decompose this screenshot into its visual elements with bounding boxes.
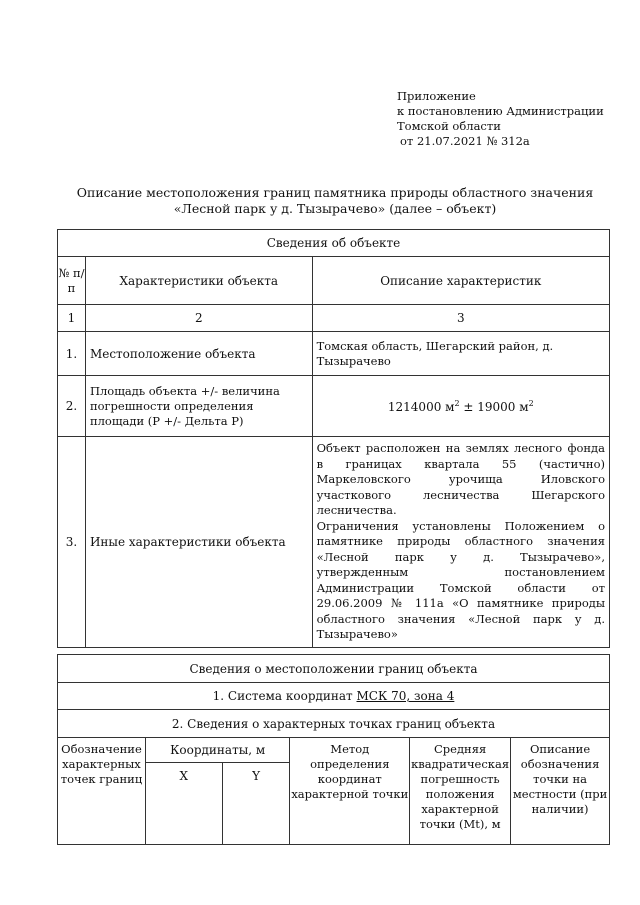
table-row	[58, 376, 610, 437]
row-characteristic: Иные характеристики объекта	[85, 437, 312, 648]
col-number-1: 1	[58, 305, 86, 332]
title-line-1: Описание местоположения границ памятника природы областного значения	[76, 185, 594, 200]
points-header: 2. Сведения о характерных точках границ объекта	[58, 710, 610, 738]
coord-system-value: МСК 70, зона 4	[356, 689, 455, 703]
col-characteristics-header: Характеристики объекта	[85, 257, 312, 305]
row-characteristic: Местоположение объекта	[85, 332, 312, 376]
description-paragraph-1: Объект расположен на землях лесного фонда в границах квартала 55 (частично) Маркеловского урочища Иловского участкового лесничества Шегарского лесничества.	[316, 441, 605, 517]
object-info-table	[57, 229, 610, 648]
object-info-header: Сведения об объекте	[58, 230, 610, 257]
col-error-header: Средняя квадратическая погрешность положения характерной точки (Mt), м	[410, 738, 511, 845]
col-number-3: 3	[312, 305, 609, 332]
title-line-2: «Лесной парк у д. Тызырачево» (далее – объект)	[173, 201, 497, 216]
area-value: 1214000 м	[387, 399, 455, 414]
col-designation-header: Обозначение характерных точек границ	[58, 738, 146, 845]
col-location-header: Описание обозначения точки на местности (при наличии)	[511, 738, 610, 845]
row-num: 2.	[58, 376, 86, 437]
table-row	[58, 437, 610, 648]
row-num: 3.	[58, 437, 86, 648]
col-x-header: X	[145, 763, 222, 845]
col-coordinates-header: Координаты, м	[145, 738, 290, 763]
coordinate-system	[58, 683, 610, 710]
area-sup-2: 2	[528, 398, 534, 408]
description-paragraph-2: Ограничения установлены Положением о памятнике природы областного значения «Лесной парк у д. Тызырачево», утвержденным постановлением Администрации Томской области от 29.06.2009 № 111а «О памятнике природы областного значения «Лесной парк у д. Тызырачево»	[316, 518, 605, 641]
row-description: Томская область, Шегарский район, д. Тызырачево	[312, 332, 609, 376]
area-value-cell	[312, 376, 609, 437]
coord-system-prefix: 1. Система координат	[212, 689, 357, 703]
col-number-2: 2	[85, 305, 312, 332]
area-sup-1: 2	[454, 398, 460, 408]
row-description	[312, 437, 609, 648]
appendix-line-3: Томской области	[397, 119, 501, 133]
area-tolerance: ± 19000 м	[459, 399, 529, 414]
appendix-line-1: Приложение	[397, 89, 476, 103]
row-num: 1.	[58, 332, 86, 376]
boundary-header: Сведения о местоположении границ объекта	[58, 655, 610, 683]
document-title	[60, 185, 610, 217]
appendix-line-4: от 21.07.2021 № 312а	[400, 134, 530, 148]
col-y-header: Y	[222, 763, 290, 845]
appendix-line-2: к постановлению Администрации	[397, 104, 604, 118]
row-characteristic: Площадь объекта +/- величина погрешности определения площади (Р +/- Дельта Р)	[85, 376, 312, 437]
boundary-info-table	[57, 654, 610, 845]
col-method-header: Метод определения координат характерной точки	[290, 738, 410, 845]
col-description-header: Описание характеристик	[312, 257, 609, 305]
appendix-header	[397, 89, 604, 149]
table-row	[58, 332, 610, 376]
col-num-header: № п/п	[58, 257, 86, 305]
